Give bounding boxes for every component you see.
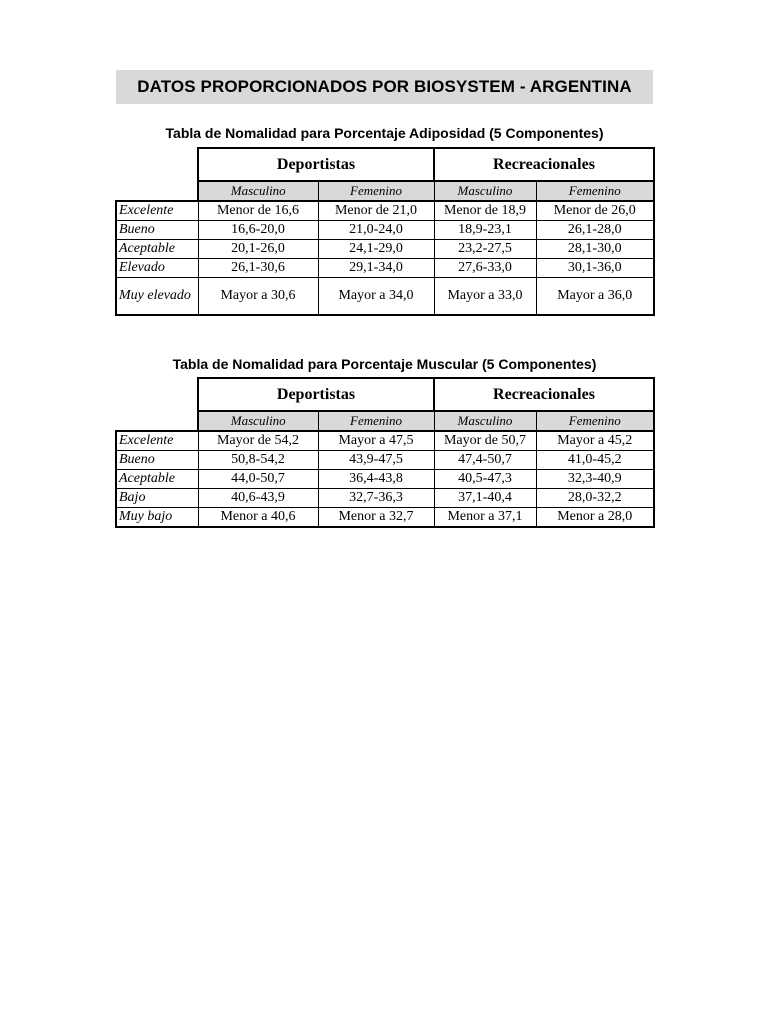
table-cell: Mayor de 54,2 (198, 431, 318, 451)
table-cell: 44,0-50,7 (198, 470, 318, 489)
table-cell: 40,6-43,9 (198, 489, 318, 508)
table-cell: Mayor a 36,0 (536, 278, 654, 316)
table-cell: 37,1-40,4 (434, 489, 536, 508)
sub-header: Femenino (536, 181, 654, 201)
table-cell: Mayor a 33,0 (434, 278, 536, 316)
sub-header: Femenino (318, 411, 434, 431)
row-label: Muy bajo (116, 508, 198, 528)
table-row (116, 489, 654, 508)
table-cell: 41,0-45,2 (536, 451, 654, 470)
group-header: Deportistas (198, 378, 434, 411)
table-row (116, 470, 654, 489)
muscle-table-title: Tabla de Nomalidad para Porcentaje Muscular (5 Componentes) (172, 356, 597, 372)
table-row (116, 240, 654, 259)
table-cell: 23,2-27,5 (434, 240, 536, 259)
table-row (116, 451, 654, 470)
table-cell: 32,7-36,3 (318, 489, 434, 508)
adiposity-table (115, 147, 655, 316)
group-header: Recreacionales (434, 378, 654, 411)
page-title: DATOS PROPORCIONADOS POR BIOSYSTEM - ARGENTINA (116, 70, 653, 104)
row-label: Bajo (116, 489, 198, 508)
sub-header: Masculino (198, 411, 318, 431)
table-cell: 36,4-43,8 (318, 470, 434, 489)
table-cell: 40,5-47,3 (434, 470, 536, 489)
sub-header: Femenino (318, 181, 434, 201)
table-cell: Menor de 18,9 (434, 201, 536, 221)
table-cell: 30,1-36,0 (536, 259, 654, 278)
row-label: Aceptable (116, 470, 198, 489)
table-cell: 29,1-34,0 (318, 259, 434, 278)
table-row (116, 221, 654, 240)
table-cell: 50,8-54,2 (198, 451, 318, 470)
table-cell: Menor de 16,6 (198, 201, 318, 221)
table-cell: 27,6-33,0 (434, 259, 536, 278)
table-row (116, 431, 654, 451)
table-cell: Menor de 21,0 (318, 201, 434, 221)
table-cell: Menor a 40,6 (198, 508, 318, 528)
table-cell: 20,1-26,0 (198, 240, 318, 259)
sub-header: Masculino (434, 411, 536, 431)
table-cell: Mayor a 30,6 (198, 278, 318, 316)
table-cell: 21,0-24,0 (318, 221, 434, 240)
table-cell: Menor de 26,0 (536, 201, 654, 221)
group-header: Deportistas (198, 148, 434, 181)
table-cell: 18,9-23,1 (434, 221, 536, 240)
table-cell: Mayor a 34,0 (318, 278, 434, 316)
group-header: Recreacionales (434, 148, 654, 181)
row-label: Muy elevado (116, 278, 198, 316)
table-cell: 32,3-40,9 (536, 470, 654, 489)
table-row (116, 278, 654, 316)
table-cell: Mayor a 45,2 (536, 431, 654, 451)
table-cell: Mayor de 50,7 (434, 431, 536, 451)
table-cell: 28,0-32,2 (536, 489, 654, 508)
row-label: Elevado (116, 259, 198, 278)
row-label: Aceptable (116, 240, 198, 259)
sub-header: Masculino (198, 181, 318, 201)
table-row (116, 508, 654, 528)
row-label: Bueno (116, 451, 198, 470)
table-cell: Menor a 28,0 (536, 508, 654, 528)
table-cell: 26,1-28,0 (536, 221, 654, 240)
muscle-table (115, 377, 655, 528)
row-label: Bueno (116, 221, 198, 240)
table-row (116, 201, 654, 221)
table-cell: 28,1-30,0 (536, 240, 654, 259)
table-cell: Menor a 32,7 (318, 508, 434, 528)
table-cell: 26,1-30,6 (198, 259, 318, 278)
table-cell: Mayor a 47,5 (318, 431, 434, 451)
sub-header: Masculino (434, 181, 536, 201)
row-label: Excelente (116, 201, 198, 221)
table-cell: 47,4-50,7 (434, 451, 536, 470)
adiposity-table-title: Tabla de Nomalidad para Porcentaje Adiposidad (5 Componentes) (165, 125, 604, 141)
table-row (116, 259, 654, 278)
table-cell: 43,9-47,5 (318, 451, 434, 470)
table-cell: 16,6-20,0 (198, 221, 318, 240)
row-label: Excelente (116, 431, 198, 451)
table-cell: Menor a 37,1 (434, 508, 536, 528)
sub-header: Femenino (536, 411, 654, 431)
table-cell: 24,1-29,0 (318, 240, 434, 259)
